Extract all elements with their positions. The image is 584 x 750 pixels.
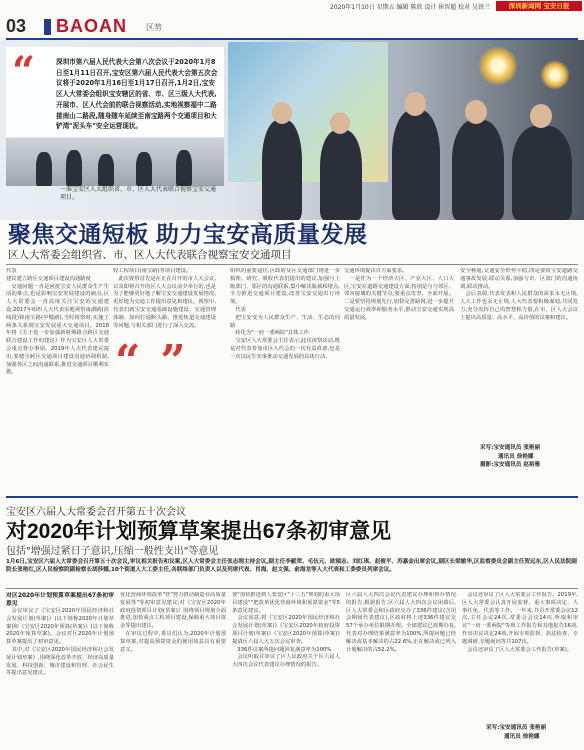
person-head <box>330 112 350 134</box>
page-number: 03 <box>6 16 27 36</box>
article2-column-2: 优化营商环境改革"营"努力推动制造业高质量发展等"等初审意见建议;对《宝安区2020年政府投资项目计划(草案)》围绕项目规划全面推进,加快重点工程项目建设,保障重大项目资金等提出建议。 在审议过程中,委员们认为,2020年计划预算草案,对提高预算资金的使用效益具有重要意义。 <box>120 592 226 653</box>
section-title: BAOAN <box>56 16 127 36</box>
person-figure <box>98 154 114 186</box>
section-subtitle: 区势 <box>146 23 162 32</box>
article2-column-5: 会议还审议了区人大常委会工作报告。2019年,区人大常委会认真开展监督、重大事项决定、人事任免、代表等工作。一年来,共召开常委会议12次,主任会议24次,常委会会议14次,听取和审议"一府一委两院"等项工作报告和其他报告16项,作出决议决定24项,开展专项监督、执法检查、专题调研,专题询问等共107次。 会议还审议了区人大常委会工作报告(草案)。 <box>462 592 578 653</box>
person-head <box>465 100 487 124</box>
person-figure <box>452 120 504 220</box>
article2-column-1 <box>6 592 114 746</box>
article2-column-1-heading: 对区2020年计划预算草案提出67条初审意见 <box>6 593 114 607</box>
chandelier <box>478 46 518 86</box>
person-figure <box>392 110 440 220</box>
person-figure <box>66 150 82 186</box>
byline-line: 采写:宝安通讯员 张艳丽 <box>486 725 547 731</box>
section-divider <box>6 496 578 498</box>
byline-line: 通讯员 徐艳娜 <box>504 733 540 740</box>
quote-mark-icon: “ <box>115 336 141 387</box>
person-head <box>272 102 292 124</box>
person-figure <box>36 152 52 186</box>
inset-photo-caption: 一准宝安区人大组织省、市、区人大代表联合视察宝安交通项目。 <box>60 186 217 201</box>
person-figure <box>320 130 362 220</box>
article1-byline <box>480 444 580 470</box>
wall-map <box>228 42 388 182</box>
person-figure <box>262 120 302 220</box>
article1-column-3: 组织的重要途径,区政府及区交通部门将进一步梳理、研究、吸收代表们提出的建议,加强与上级部门、邻区的沟通联系,集中解决瓶颈和堵点,全力推进交通项目建设,改善宝安交通出行环境。 代表 把宝安变为人民群众生产、生活、生态的同路 转化为"一府一委两院"具体工作 宝安区人大常委会主任表示,此次视察活动,既是对代表参加市区人代会的一次有益准备,也是一次以民生实事推动交通发展的具体行动。 <box>230 268 340 360</box>
byline-line: 采写:宝安通讯员 张艳丽 <box>480 445 541 451</box>
person-figure <box>136 152 152 186</box>
person-head <box>404 92 426 116</box>
article2-subhead: 包括"增强过紧日子意识,压缩一般性支出"等意见 <box>6 546 219 557</box>
quote-marks <box>115 336 186 387</box>
byline-line: 通讯员 徐艳娜 <box>498 453 534 460</box>
date-line: 2020年1月10日 星期五 编辑 陈欣 设计 崔智超 校对 吴铁兰 <box>330 4 491 11</box>
inset-photo <box>6 138 224 186</box>
article2-byline <box>486 724 580 741</box>
quote-mark-icon: “ <box>12 48 36 95</box>
quote-mark-icon: ” <box>160 336 186 387</box>
divider <box>6 264 578 265</box>
section-bar <box>44 19 51 35</box>
article1-subhead: 区人大常委会组织省、市、区人大代表联合视察宝安交通项目 <box>8 249 292 261</box>
article2-column-1-text: 会议审议了《宝安区2020年国民经济和社会发展计划(草案)》(以下简称2020年计划草案)和《宝安区2020年预算(草案)》(以下简称2020年预算草案)。会议对区2020年计划预算草案提出了初审意见。 其中,对《宝安区2020年国民经济和社会发展计划草案》,围绕深化改革开放、经济高质量发展、科技创新、城市建设和管理、社会民生等提出意见建议。 <box>6 608 114 677</box>
person-head <box>530 104 552 128</box>
article1-column-2b <box>113 390 216 490</box>
article2-pre-headline: 宝安区六届人大常委会召开第五十次会议 <box>6 507 186 518</box>
divider <box>6 588 578 589</box>
article1-column-5: 安全畅通,交通安全形势平稳,四是要组宝安道路交通事故发展,联动关系,加强与市、区部门的沟通协调,联动推动。 会后表调,代表发表和人民群众的需求永无止境,人大工作也永无止境,人大代表要积极谋划,共同发力,充分发挥自己的智慧和力量,在市、区人大会议上提出高质量、高水平、高价值的议案和建议。 <box>460 268 578 321</box>
photo-caption: 深圳市第六届人民代表大会第八次会议于2020年1月8日至1月11日召开,宝安区第六届人民代表大会第五次会议将于2020年1月16日至1月17日召开,1月2日,宝安区人大常委会组织宝安辖区的省、市、区三级人大代表,开展市、区人代会前的联合视察活动,实地视察福中二路接南山二路段,随身随车延续至南宝路两个交通项目和大铲湾"泥头车"安全运营现状。 <box>56 58 218 131</box>
article1-column-4: 交通环境提出百方面要求。 一是作为一个经济大区、产业大区、人口大区,宝安在道路交通建设方面,特别是与与邻区、邻市接壤的关键节点,要重点攻坚、全面开展。二是要坚持规划先行,加快完善路网,进一步提升交通运行效率和服务水平,推动宝安交通实现高质量发展。 <box>344 268 454 321</box>
article2-headline: 对2020年计划预算草案提出67条初审意见 <box>6 520 392 543</box>
byline-line: 摄影:宝安通讯员 赵裕雅 <box>480 462 541 468</box>
article2-lead: 1月6日,宝安区六届人大常委会召开第五十次会议,审议相关报告和议案,区人大常委会主任张志刚主持会议,副主任李献荣、毛伍元、欧瑞志、刘红琪、赵俊平、苏嘉金出席会议,副区长梁敏华,区监察委员会副主任贺远东,区人民法院副院长张艳红,区人民检察院副检察长胡莎娜,10个街道人大工委主任,各联络部门负责人以及列席代表、肖海、赵文强、俞海龙等人大代表和工委委员列席会议。 <box>6 559 577 573</box>
newspaper-badge: 深圳新闻网 宝安日报 <box>496 1 582 11</box>
article1-headline: 聚焦交通短板 助力宝安高质量发展 <box>8 221 368 247</box>
chandelier <box>540 60 570 90</box>
article2-column-4: 区六届人大四次会议代表建议办理和督办情况的报告,根据报告,区六届人大四次会议闭幕后,区人大常委会和区政府交办了336件建议(含闭会期间代表建议),区政府将上述336件建议交57个承办单位限期办理。全部建议已按期办复,代表对办理结果满意率为100%,所提问题已经解决或基本解决的占22.6%,正在解决或已列入计划解决的占52.2%。 <box>346 592 456 653</box>
article2-column-3: 要"加快推进到人变变区"十三五"规划的重大项目建设""把改革优化营商环境和预算资金"等5条意见建议。 会议同意,将《宝安区2020年国民经济和社会发展计划(草案)》《宝安区2020年政府投资项目计划(草案)》《宝安区2020年预算(草案)》提请区六届人大五次会议审查。 336件议案所提问题回复满意率为100% 会议听取并审议了区人民政府关于区六届人大四次会议代表建议办理情况的报告。 <box>232 592 340 669</box>
article1-column-2: 较工程项目(南宝路)等项目建设。 此次视察首先是在正在召开的市人大会议,以及即将召开的区人大会议前夕举行的,也是为了能够更好地了解宝安交通建设发展情况,更好地为交通工作提出意见和建议。视察中,代表们就宝安交通基础设施建设、交通管理体制、如何打通断头路、推进轨道交通建设等问题,与相关部门进行了深入交流。 <box>113 268 216 329</box>
person-figure <box>176 150 192 186</box>
article1-column-1: 代表 建议建立跨区交通项目建设沟通制度 交通问题一直是困扰宝安人民群众生产生活的难点,也是影响宝安发展建设的痛点,区人大常委会一直高度关注宝安的交通建设,2017年组织人大代表实地视察南湖路(沿线段)和南宝路(中缝路),当时视察时,实施了两条关系到宝安发展重大交通项目。2018年将《关于进一步加强新时期路合跨区交通联合建设工作的建议》作为宝安区人大常委会重点督办事项。2019年人大代表建议提出,要健全跨区交通项目建设沟通协调机制,加强各区之间沟通联系,推进交通项目顺利实施。 <box>6 268 109 376</box>
person-figure <box>512 126 572 220</box>
